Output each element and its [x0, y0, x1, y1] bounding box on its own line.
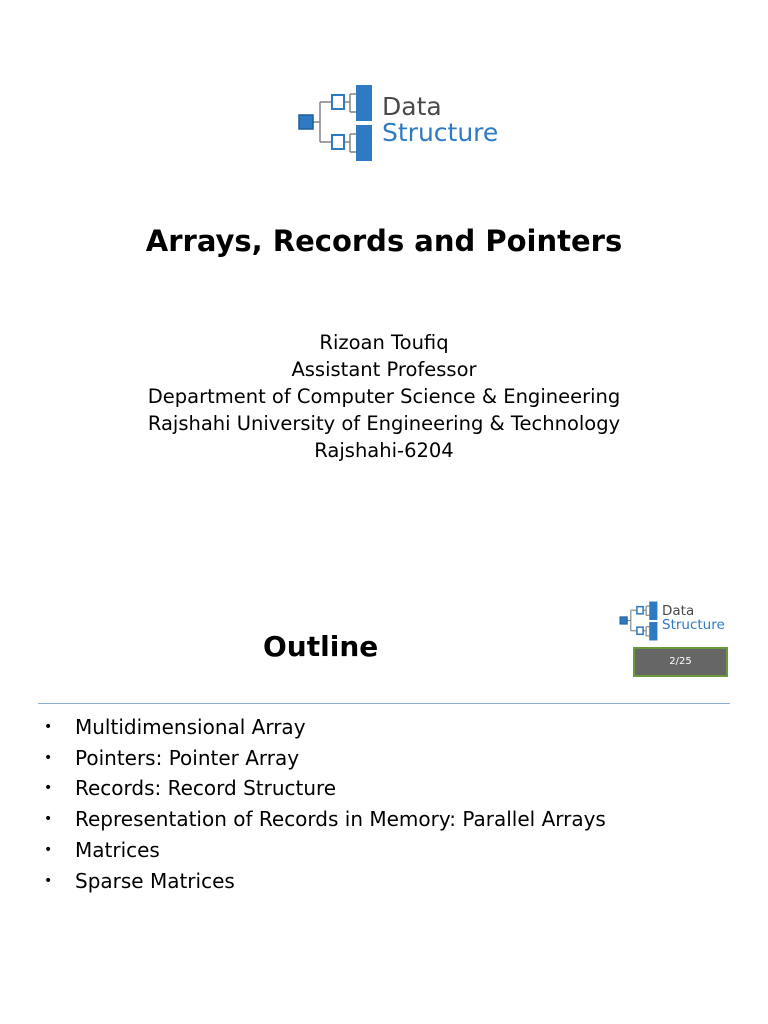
- bullet-glyph: •: [44, 780, 53, 797]
- list-item-text: Multidimensional Array: [75, 715, 306, 739]
- slide-title: Arrays, Records and Pointers: [145, 224, 623, 258]
- logo-text-structure: Structure: [662, 617, 725, 633]
- author-location: Rajshahi-6204: [314, 439, 454, 462]
- logo-text-data: Data: [382, 92, 442, 121]
- list-item: [44, 743, 606, 774]
- logo-text-structure: Structure: [382, 118, 499, 147]
- list-item: [44, 866, 606, 897]
- bullet-glyph: •: [44, 749, 53, 766]
- list-item: [44, 804, 606, 835]
- page-number-badge: 2/25: [633, 647, 728, 677]
- author-name: Rizoan Toufiq: [319, 331, 449, 354]
- list-item-text: Sparse Matrices: [75, 868, 235, 893]
- data-structure-logo-small: [618, 600, 738, 642]
- author-position: Assistant Professor: [291, 358, 477, 381]
- list-item: [44, 835, 606, 866]
- author-university: Rajshahi University of Engineering & Technology: [147, 412, 621, 435]
- author-department: Department of Computer Science & Engineering: [147, 385, 621, 408]
- author-info: [0, 329, 768, 464]
- logo-text-data: Data: [662, 603, 695, 619]
- data-structure-logo: [296, 82, 526, 164]
- outline-heading: Outline: [263, 630, 379, 663]
- list-item-text: Matrices: [75, 837, 160, 862]
- list-item-text: Representation of Records in Memory: Parallel Arrays: [75, 807, 606, 832]
- list-item-text: Records: Record Structure: [75, 776, 337, 801]
- list-item: [44, 712, 606, 743]
- title-divider: [38, 703, 730, 704]
- bullet-glyph: •: [44, 841, 53, 858]
- outline-list: [44, 712, 606, 896]
- bullet-glyph: •: [44, 719, 53, 735]
- list-item: [44, 773, 606, 804]
- list-item-text: Pointers: Pointer Array: [75, 745, 300, 770]
- bullet-glyph: •: [44, 811, 53, 828]
- tree-diagram-icon: [618, 600, 662, 642]
- tree-diagram-icon: [296, 82, 380, 164]
- bullet-glyph: •: [44, 872, 53, 889]
